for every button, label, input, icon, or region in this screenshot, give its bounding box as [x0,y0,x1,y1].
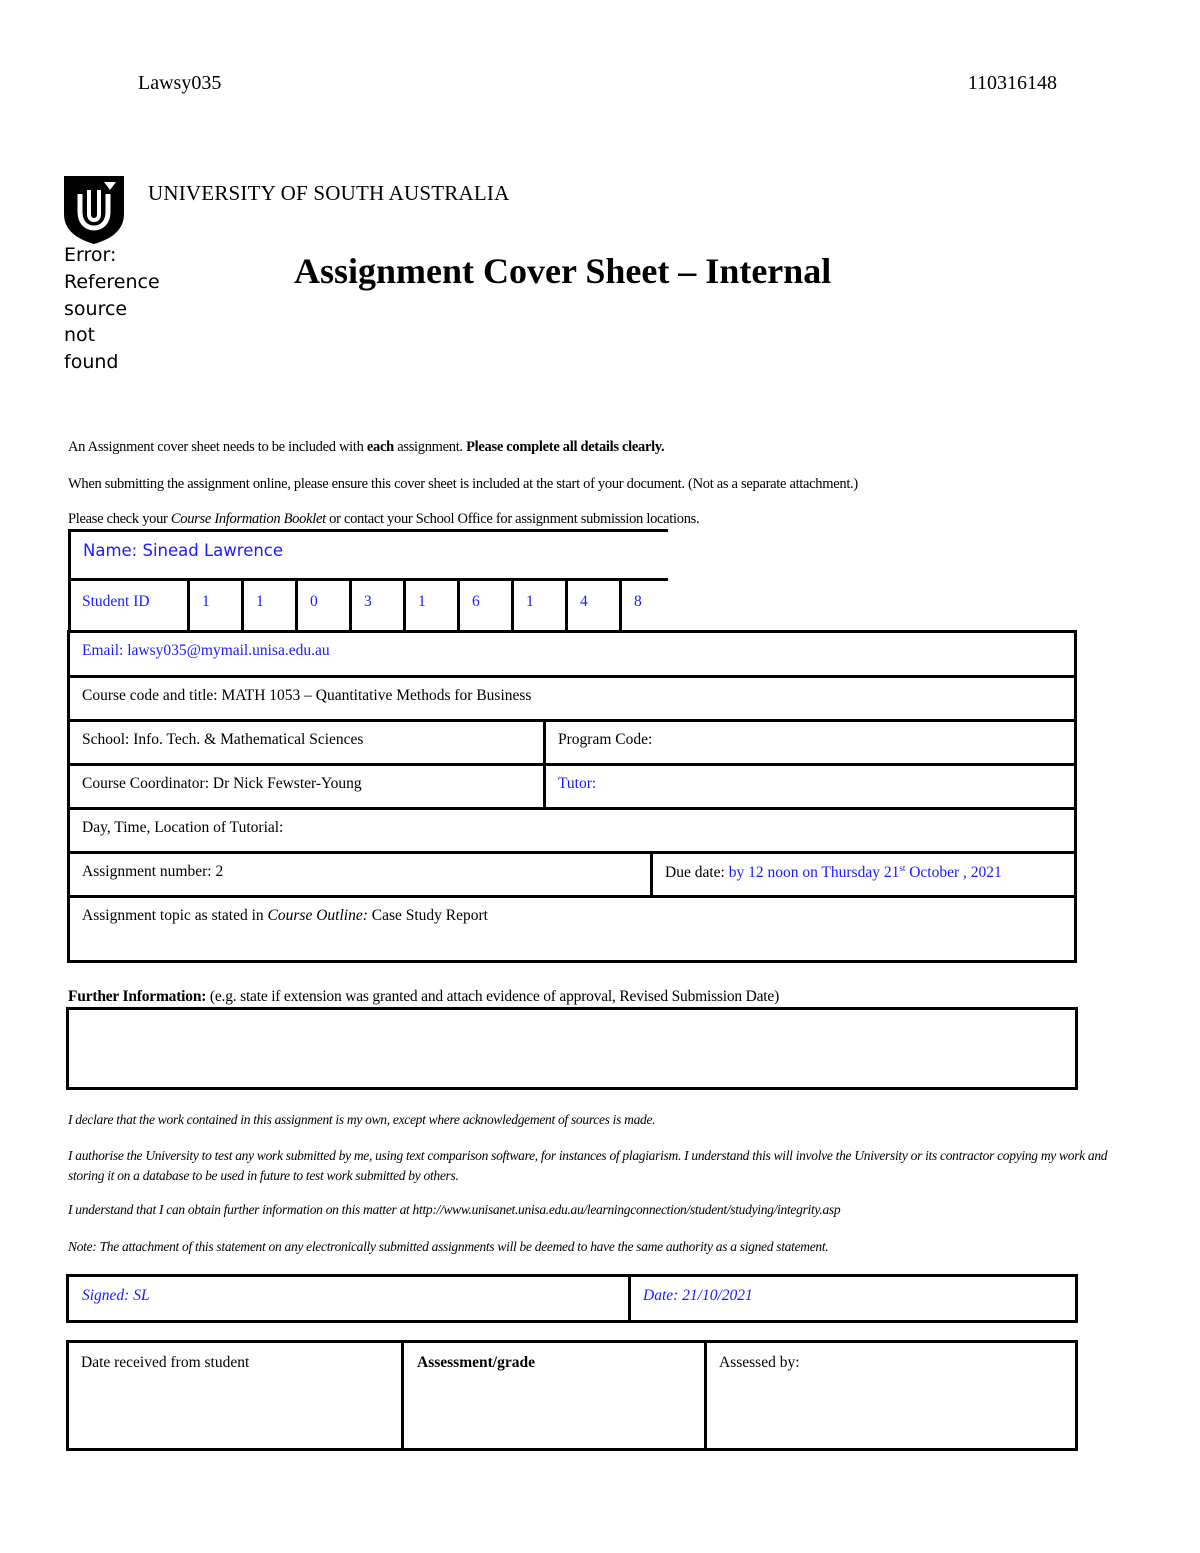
instruction-line-1 [68,439,664,456]
school-field[interactable]: School: Info. Tech. & Mathematical Sciences [82,731,364,748]
topic-value: Case Study Report [367,907,488,924]
student-id-digit[interactable]: 8 [634,593,642,610]
instruction-italic: Course Information Booklet [170,511,326,527]
topic-italic: Course Outline: [267,907,368,924]
coordinator-field[interactable]: Course Coordinator: Dr Nick Fewster-Young [82,775,362,792]
date-received-field[interactable]: Date received from student [81,1354,250,1371]
declaration-2: I authorise the University to test any work submitted by me, using text comparison software, for instances of plagiarism. I understand this will involve the University or its contractor copying my work and storing it on a database to be used in future to test work submitted by others. [68,1148,1108,1183]
instruction-line-3 [68,511,699,528]
further-info-box[interactable] [66,1007,1078,1090]
instruction-bold: Please complete all details clearly. [466,439,665,455]
logo-error-caption: Error: Reference source not found [64,244,160,374]
instruction-bold: each [366,439,394,455]
program-code-field[interactable]: Program Code: [558,731,653,748]
name-field[interactable]: Name: Sinead Lawrence [83,541,284,560]
due-date-value-text: by 12 noon on Thursday 21 [728,864,900,882]
due-date-value-text: October , 2021 [905,864,1002,882]
declaration-3: I understand that I can obtain further information on this matter at http://www.unisanet.unisa.edu.au/learningconnection/student/studying/integrity.asp [68,1202,841,1217]
assignment-topic-field[interactable] [70,898,1070,958]
student-id-digit[interactable]: 0 [310,593,318,610]
instruction-text: or contact your School Office for assignment submission locations. [325,511,700,527]
further-info-heading [68,988,779,1006]
further-info-label: Further Information: [68,988,207,1005]
course-field[interactable]: Course code and title: MATH 1053 – Quantitative Methods for Business [82,687,532,704]
assignment-number-field[interactable]: Assignment number: 2 [82,863,224,880]
divider [401,1340,404,1451]
declaration-4: Note: The attachment of this statement on any electronically submitted assignments will be deemed to have the same authority as a signed statement. [68,1239,829,1254]
university-shield-icon [64,176,124,244]
due-date-suffix: st [899,863,906,873]
due-date-label: Due date: [665,864,729,882]
signature-date-field[interactable]: Date: 21/10/2021 [643,1287,753,1304]
student-id-digit[interactable]: 1 [526,593,534,610]
further-info-note: (e.g. state if extension was granted and attach evidence of approval, Revised Submission Date) [206,988,780,1005]
student-id-digit[interactable]: 1 [418,593,426,610]
tutorial-field[interactable]: Day, Time, Location of Tutorial: [82,819,284,836]
email-field[interactable]: Email: lawsy035@mymail.unisa.edu.au [82,642,330,659]
student-id-label: Student ID [82,593,150,610]
signed-field[interactable]: Signed: SL [82,1287,150,1304]
declaration-1: I declare that the work contained in this assignment is my own, except where acknowledgement of sources is made. [68,1112,656,1127]
instruction-text: An Assignment cover sheet needs to be included with [68,439,367,455]
page-title: Assignment Cover Sheet – Internal [294,251,832,291]
instruction-text: assignment. [393,439,467,455]
topic-label: Assignment topic as stated in [82,907,268,924]
student-id-digit[interactable]: 4 [580,593,588,610]
student-id-digit[interactable]: 1 [202,593,210,610]
due-date-value [729,864,1002,881]
due-date-field[interactable] [653,854,1073,895]
instruction-text: Please check your [68,511,171,527]
header-student-number: 110316148 [967,72,1057,94]
university-name: UNIVERSITY OF SOUTH AUSTRALIA [148,181,510,205]
student-id-digit[interactable]: 6 [472,593,480,610]
header-user-id: Lawsy035 [138,72,222,94]
student-id-digit[interactable]: 1 [256,593,264,610]
tutor-field[interactable]: Tutor: [558,775,597,792]
student-id-digit[interactable]: 3 [364,593,372,610]
instruction-line-2: When submitting the assignment online, please ensure this cover sheet is included at the start of your document. (Not as a separate attachment.) [68,476,858,492]
assessed-by-field[interactable]: Assessed by: [719,1354,800,1371]
assessment-grade-field[interactable]: Assessment/grade [417,1354,535,1371]
